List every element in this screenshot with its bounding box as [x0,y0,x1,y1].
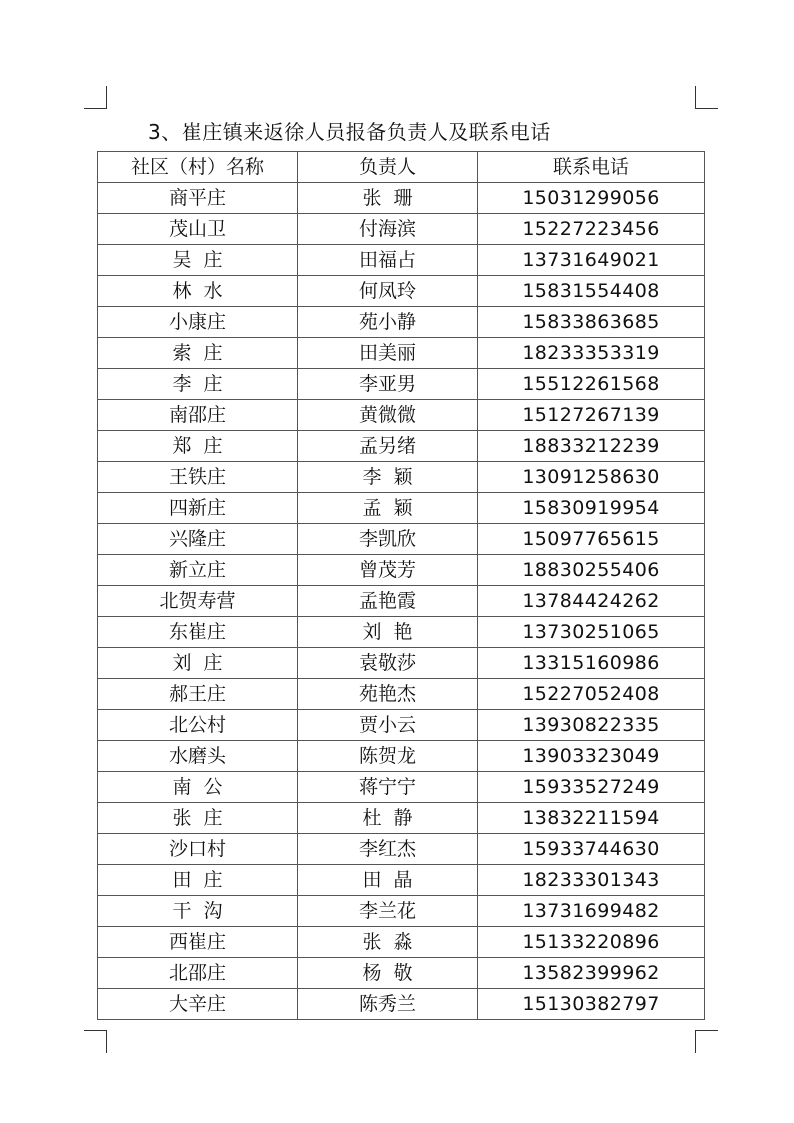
table-row [98,896,705,927]
column-header-person-in-charge: 负责人 [298,152,478,183]
cell-person-in-charge: 张 淼 [298,927,478,958]
table-row [98,462,705,493]
cell-phone-number: 13903323049 [478,741,705,772]
cell-phone-number: 18233301343 [478,865,705,896]
cell-community-name: 张 庄 [98,803,298,834]
table-row [98,648,705,679]
cell-person-in-charge: 何凤玲 [298,276,478,307]
column-header-community: 社区（村）名称 [98,152,298,183]
table-header-row [98,152,705,183]
cell-phone-number: 15830919954 [478,493,705,524]
cell-person-in-charge: 孟 颖 [298,493,478,524]
cell-phone-number: 15933527249 [478,772,705,803]
cell-person-in-charge: 田福占 [298,245,478,276]
cell-person-in-charge: 田 晶 [298,865,478,896]
cell-community-name: 小康庄 [98,307,298,338]
cell-person-in-charge: 张 珊 [298,183,478,214]
cell-community-name: 北公村 [98,710,298,741]
table-row [98,493,705,524]
table-row [98,958,705,989]
cell-phone-number: 15227223456 [478,214,705,245]
cell-person-in-charge: 付海滨 [298,214,478,245]
table-row [98,586,705,617]
cell-community-name: 李 庄 [98,369,298,400]
cell-person-in-charge: 刘 艳 [298,617,478,648]
cell-phone-number: 15133220896 [478,927,705,958]
cell-person-in-charge: 杨 敬 [298,958,478,989]
cell-community-name: 水磨头 [98,741,298,772]
cell-community-name: 刘 庄 [98,648,298,679]
cell-person-in-charge: 袁敬莎 [298,648,478,679]
cell-phone-number: 15130382797 [478,989,705,1020]
cell-person-in-charge: 黄微微 [298,400,478,431]
cell-person-in-charge: 苑小静 [298,307,478,338]
crop-mark-top-right [695,86,718,109]
cell-phone-number: 15933744630 [478,834,705,865]
cell-community-name: 北贺寿营 [98,586,298,617]
cell-person-in-charge: 孟艳霞 [298,586,478,617]
cell-person-in-charge: 李凯欣 [298,524,478,555]
cell-phone-number: 13731649021 [478,245,705,276]
contacts-table [97,151,705,1020]
cell-community-name: 南 公 [98,772,298,803]
cell-community-name: 林 水 [98,276,298,307]
cell-community-name: 王铁庄 [98,462,298,493]
cell-phone-number: 15127267139 [478,400,705,431]
cell-phone-number: 13582399962 [478,958,705,989]
cell-person-in-charge: 陈秀兰 [298,989,478,1020]
cell-person-in-charge: 蒋宁宁 [298,772,478,803]
document-title: 3、崔庄镇来返徐人员报备负责人及联系电话 [148,120,551,144]
cell-community-name: 东崔庄 [98,617,298,648]
cell-community-name: 北邵庄 [98,958,298,989]
cell-person-in-charge: 李兰花 [298,896,478,927]
cell-phone-number: 18233353319 [478,338,705,369]
cell-phone-number: 13731699482 [478,896,705,927]
crop-mark-top-left [84,86,107,109]
cell-person-in-charge: 陈贺龙 [298,741,478,772]
table-row [98,617,705,648]
cell-person-in-charge: 李红杰 [298,834,478,865]
table-row [98,338,705,369]
table-row [98,555,705,586]
cell-phone-number: 15097765615 [478,524,705,555]
table-row [98,307,705,338]
cell-community-name: 索 庄 [98,338,298,369]
table-row [98,183,705,214]
cell-person-in-charge: 田美丽 [298,338,478,369]
table-row [98,276,705,307]
cell-community-name: 干 沟 [98,896,298,927]
cell-phone-number: 13091258630 [478,462,705,493]
table-row [98,989,705,1020]
table-row [98,214,705,245]
cell-phone-number: 13832211594 [478,803,705,834]
cell-community-name: 商平庄 [98,183,298,214]
table-row [98,927,705,958]
table-row [98,245,705,276]
crop-mark-bottom-left [84,1030,107,1053]
cell-phone-number: 15227052408 [478,679,705,710]
cell-phone-number: 18830255406 [478,555,705,586]
cell-phone-number: 13930822335 [478,710,705,741]
cell-community-name: 四新庄 [98,493,298,524]
table-row [98,741,705,772]
cell-community-name: 郑 庄 [98,431,298,462]
cell-phone-number: 15833863685 [478,307,705,338]
cell-phone-number: 13784424262 [478,586,705,617]
cell-person-in-charge: 李亚男 [298,369,478,400]
cell-community-name: 兴隆庄 [98,524,298,555]
crop-mark-bottom-right [695,1030,718,1053]
column-header-phone: 联系电话 [478,152,705,183]
cell-community-name: 大辛庄 [98,989,298,1020]
cell-community-name: 南邵庄 [98,400,298,431]
cell-community-name: 吴 庄 [98,245,298,276]
cell-person-in-charge: 曾茂芳 [298,555,478,586]
cell-phone-number: 15831554408 [478,276,705,307]
cell-person-in-charge: 贾小云 [298,710,478,741]
cell-community-name: 郝王庄 [98,679,298,710]
table-row [98,431,705,462]
cell-community-name: 茂山卫 [98,214,298,245]
table-row [98,865,705,896]
table-row [98,679,705,710]
table-row [98,710,705,741]
cell-community-name: 新立庄 [98,555,298,586]
cell-person-in-charge: 孟另绪 [298,431,478,462]
cell-phone-number: 15031299056 [478,183,705,214]
table-row [98,772,705,803]
table-row [98,834,705,865]
cell-phone-number: 13730251065 [478,617,705,648]
table-row [98,369,705,400]
cell-person-in-charge: 杜 静 [298,803,478,834]
cell-community-name: 田 庄 [98,865,298,896]
table-row [98,524,705,555]
cell-community-name: 沙口村 [98,834,298,865]
table-row [98,400,705,431]
cell-phone-number: 15512261568 [478,369,705,400]
table-body [98,183,705,1020]
cell-phone-number: 18833212239 [478,431,705,462]
cell-phone-number: 13315160986 [478,648,705,679]
table-row [98,803,705,834]
cell-person-in-charge: 苑艳杰 [298,679,478,710]
cell-community-name: 西崔庄 [98,927,298,958]
cell-person-in-charge: 李 颖 [298,462,478,493]
